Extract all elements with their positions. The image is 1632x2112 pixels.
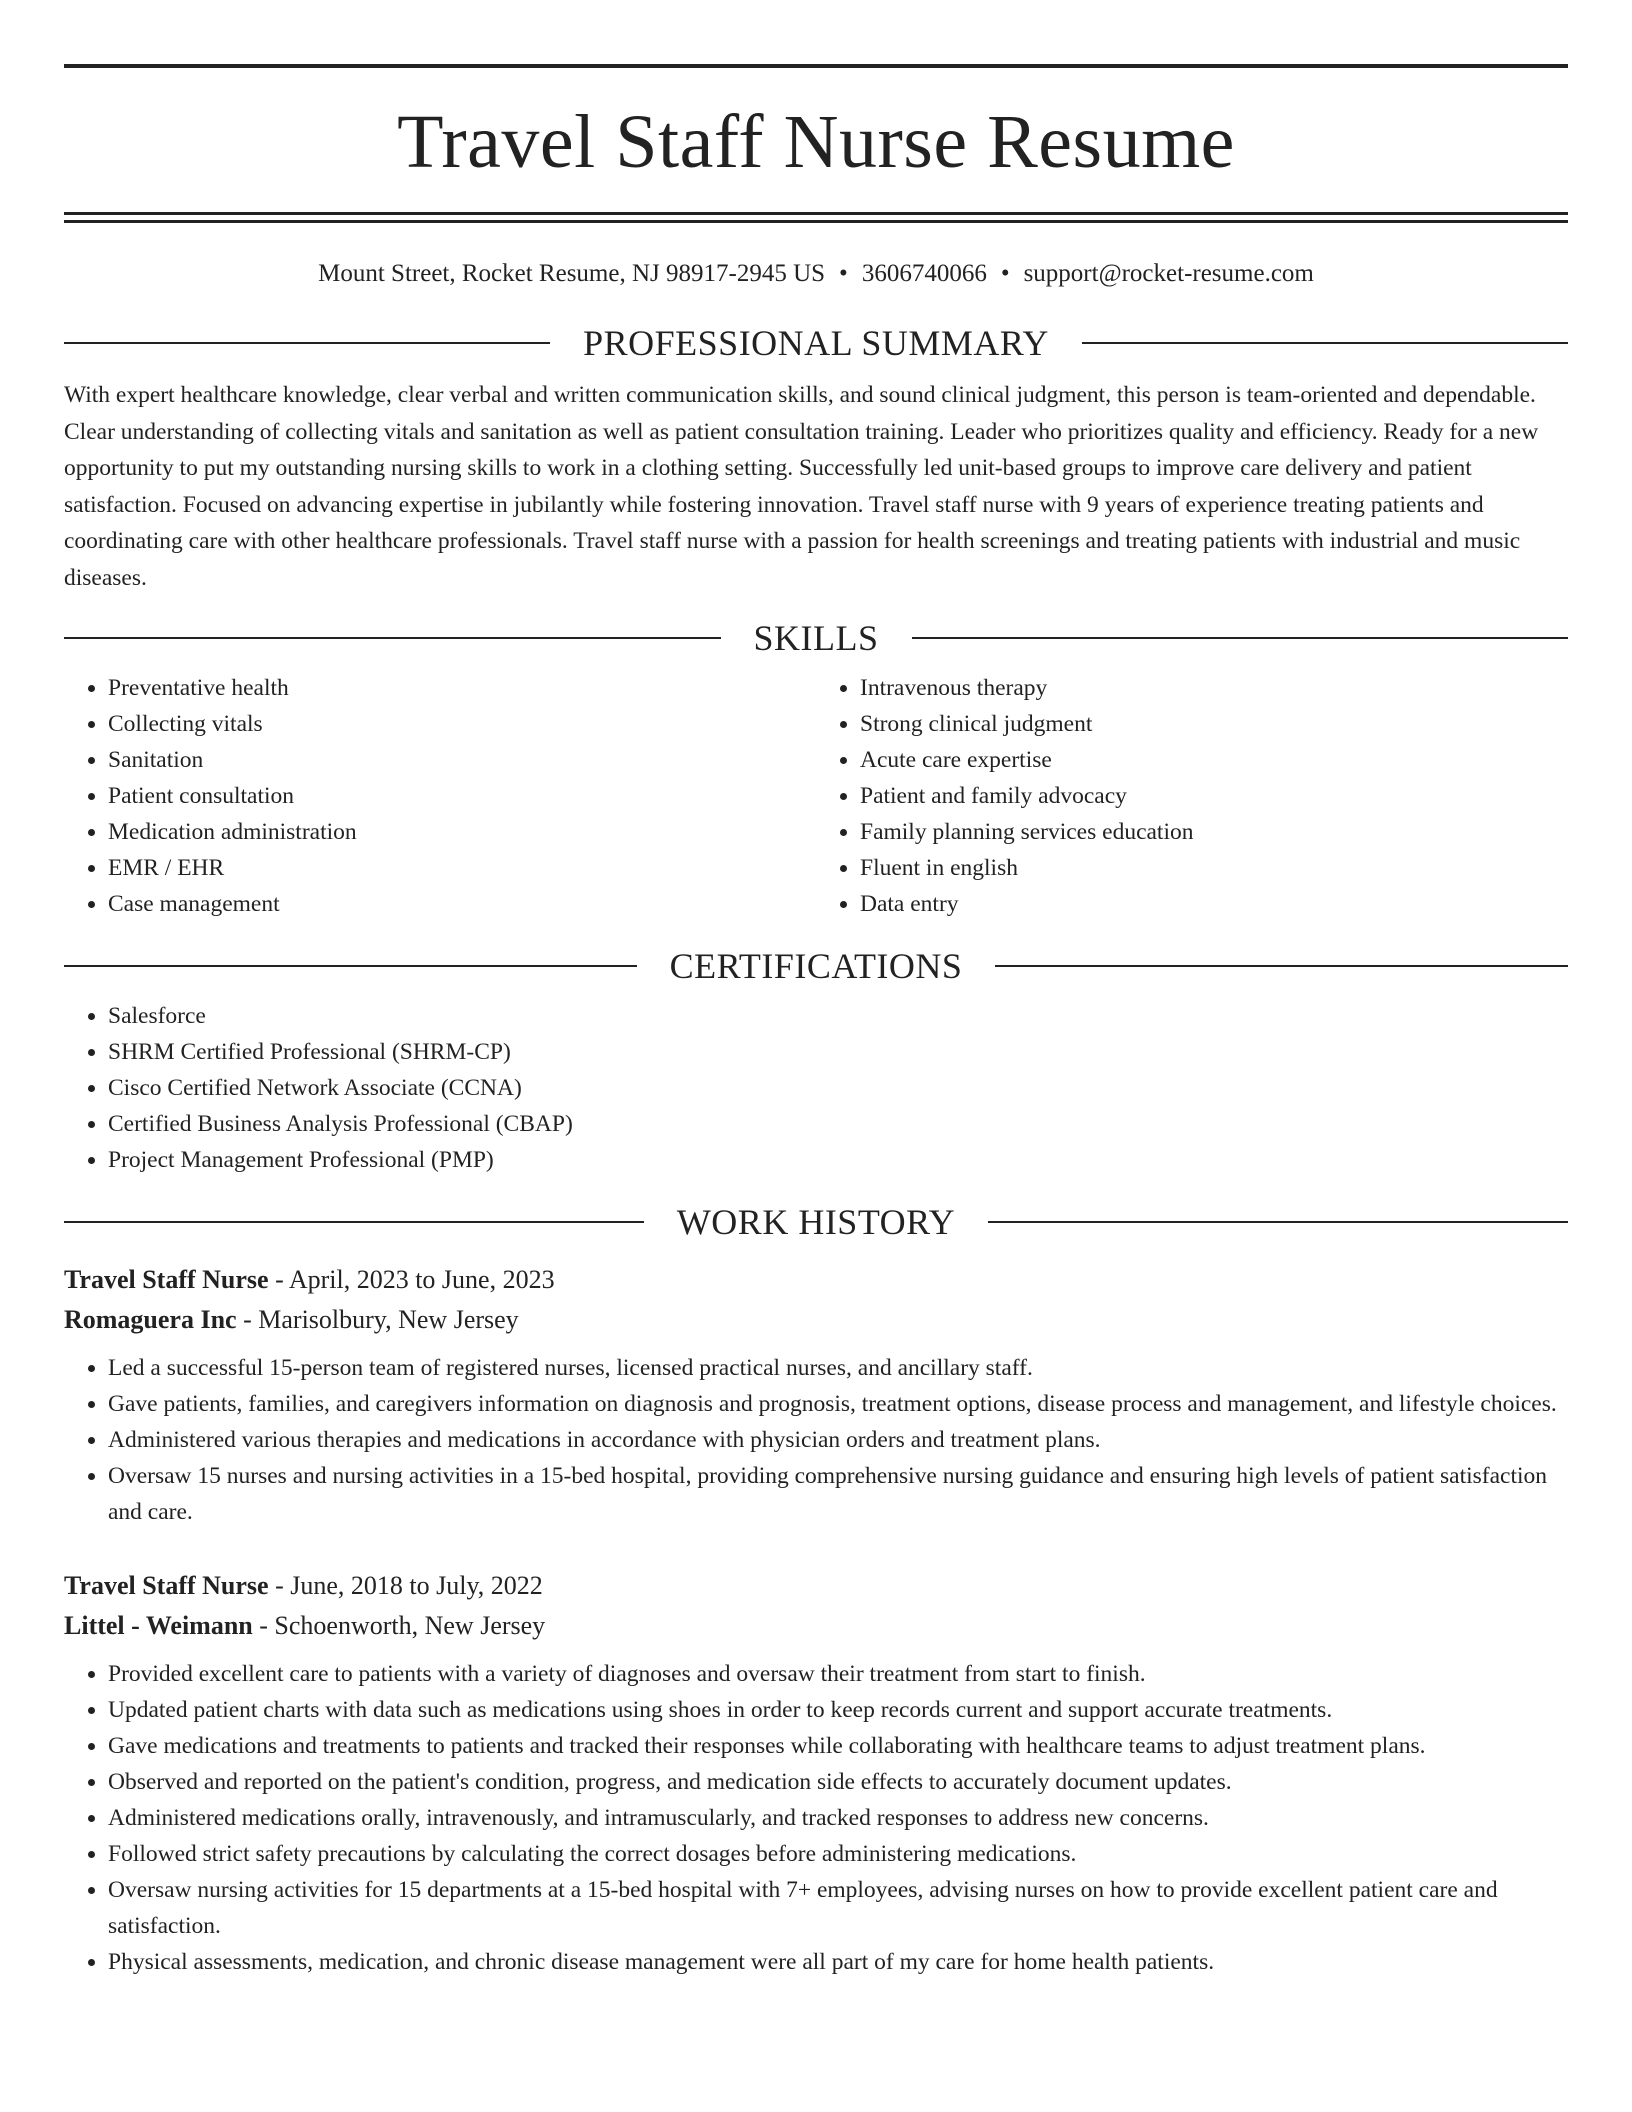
skill-item: • Case management bbox=[108, 886, 816, 922]
job-bullet: • Oversaw 15 nurses and nursing activities in a 15-bed hospital, providing comprehensive nursing guidance and ensuring high levels of patient satisfaction and care. bbox=[108, 1458, 1568, 1530]
skill-item: • Strong clinical judgment bbox=[860, 706, 1568, 742]
resume-title: Travel Staff Nurse Resume bbox=[397, 100, 1235, 184]
contact-email: support@rocket-resume.com bbox=[1023, 260, 1314, 287]
contact-address: Mount Street, Rocket Resume, NJ 98917-2945 US bbox=[318, 260, 826, 287]
job-bullet: • Observed and reported on the patient's condition, progress, and medication side effects to accurately document updates. bbox=[108, 1764, 1568, 1800]
skill-item: • Patient consultation bbox=[108, 778, 816, 814]
contact-separator: • bbox=[839, 260, 848, 287]
job-entry bbox=[64, 1566, 1568, 1980]
section-header-skills bbox=[64, 618, 1568, 658]
job-location: - Schoenworth, New Jersey bbox=[252, 1611, 546, 1640]
section-title: WORK HISTORY bbox=[676, 1202, 956, 1242]
section-header-summary bbox=[64, 323, 1568, 363]
skill-item: • Patient and family advocacy bbox=[860, 778, 1568, 814]
skill-item: • Data entry bbox=[860, 886, 1568, 922]
job-entry bbox=[64, 1260, 1568, 1530]
section-rule bbox=[64, 342, 550, 344]
section-title: SKILLS bbox=[753, 618, 879, 658]
skill-item: • Acute care expertise bbox=[860, 742, 1568, 778]
contact-phone: 3606740066 bbox=[861, 260, 987, 287]
job-company-line bbox=[64, 1606, 1568, 1646]
skill-item: • Fluent in english bbox=[860, 850, 1568, 886]
section-rule bbox=[995, 965, 1568, 967]
certification-item: • SHRM Certified Professional (SHRM-CP) bbox=[108, 1034, 1568, 1070]
skill-item: • Preventative health bbox=[108, 670, 816, 706]
job-bullets bbox=[64, 1656, 1568, 1980]
section-header-work bbox=[64, 1202, 1568, 1242]
skills-list-right bbox=[816, 670, 1568, 922]
skill-item: • Collecting vitals bbox=[108, 706, 816, 742]
job-bullet: • Administered medications orally, intravenously, and intramuscularly, and tracked responses to address new concerns. bbox=[108, 1800, 1568, 1836]
skill-item: • Family planning services education bbox=[860, 814, 1568, 850]
job-bullet: • Administered various therapies and medications in accordance with physician orders and treatment plans. bbox=[108, 1422, 1568, 1458]
job-company: Romaguera Inc bbox=[64, 1305, 237, 1334]
job-bullet: • Oversaw nursing activities for 15 departments at a 15-bed hospital with 7+ employees, advising nurses on how to provide excellent patient care and satisfaction. bbox=[108, 1872, 1568, 1944]
section-rule bbox=[64, 637, 721, 639]
job-title-line bbox=[64, 1260, 1568, 1300]
job-title-line bbox=[64, 1566, 1568, 1606]
skill-item: • EMR / EHR bbox=[108, 850, 816, 886]
job-bullet: • Led a successful 15-person team of registered nurses, licensed practical nurses, and ancillary staff. bbox=[108, 1350, 1568, 1386]
skill-item: • Sanitation bbox=[108, 742, 816, 778]
contact-line bbox=[64, 259, 1568, 289]
certification-item: • Certified Business Analysis Professional (CBAP) bbox=[108, 1106, 1568, 1142]
job-company: Littel - Weimann bbox=[64, 1611, 253, 1640]
job-bullet: • Followed strict safety precautions by calculating the correct dosages before administering medications. bbox=[108, 1836, 1568, 1872]
skills-columns bbox=[64, 670, 1568, 922]
section-rule bbox=[988, 1221, 1568, 1223]
job-bullet: • Gave medications and treatments to patients and tracked their responses while collaborating with healthcare teams to adjust treatment plans. bbox=[108, 1728, 1568, 1764]
resume-page bbox=[64, 0, 1568, 1980]
job-bullet: • Updated patient charts with data such as medications using shoes in order to keep records current and support accurate treatments. bbox=[108, 1692, 1568, 1728]
summary-text: With expert healthcare knowledge, clear verbal and written communication skills, and sound clinical judgment, this person is team-oriented and dependable. Clear understanding of collecting vitals and sanitation as well as patient consultation training. Leader who prioritizes quality and efficiency. Ready for a new opportunity to put my outstanding nursing skills to work in a clothing setting. Successfully led unit-based groups to improve care delivery and patient satisfaction. Focused on advancing expertise in jubilantly while fostering innovation. Travel staff nurse with 9 years of experience treating patients and coordinating care with other healthcare professionals. Travel staff nurse with a passion for health screenings and treating patients with industrial and music diseases. bbox=[64, 382, 1539, 591]
section-rule bbox=[64, 1221, 644, 1223]
contact-separator: • bbox=[1000, 260, 1010, 287]
job-dates: - June, 2018 to July, 2022 bbox=[268, 1571, 543, 1600]
section-header-certifications bbox=[64, 946, 1568, 986]
skill-item: • Medication administration bbox=[108, 814, 816, 850]
skills-list-left bbox=[64, 670, 816, 922]
title-rule-lower bbox=[64, 220, 1568, 223]
certification-item: • Salesforce bbox=[108, 998, 1568, 1034]
skill-item: • Intravenous therapy bbox=[860, 670, 1568, 706]
certification-item: • Project Management Professional (PMP) bbox=[108, 1142, 1568, 1178]
job-bullets bbox=[64, 1350, 1568, 1530]
section-rule bbox=[912, 637, 1569, 639]
section-title: CERTIFICATIONS bbox=[669, 946, 963, 986]
section-rule bbox=[64, 965, 637, 967]
certifications-list bbox=[64, 998, 1568, 1178]
title-rule-upper bbox=[64, 212, 1568, 215]
section-rule bbox=[1082, 342, 1568, 344]
job-bullet: • Gave patients, families, and caregivers information on diagnosis and prognosis, treatment options, disease process and management, and lifestyle choices. bbox=[108, 1386, 1568, 1422]
certification-item: • Cisco Certified Network Associate (CCNA) bbox=[108, 1070, 1568, 1106]
job-bullet: • Physical assessments, medication, and chronic disease management were all part of my care for home health patients. bbox=[108, 1944, 1568, 1980]
job-bullet: • Provided excellent care to patients with a variety of diagnoses and oversaw their treatment from start to finish. bbox=[108, 1656, 1568, 1692]
job-title: Travel Staff Nurse bbox=[64, 1265, 269, 1294]
job-dates: - April, 2023 to June, 2023 bbox=[268, 1265, 555, 1294]
top-rule bbox=[64, 64, 1568, 68]
job-location: - Marisolbury, New Jersey bbox=[236, 1305, 519, 1334]
job-title: Travel Staff Nurse bbox=[64, 1571, 269, 1600]
job-company-line bbox=[64, 1300, 1568, 1340]
section-title: PROFESSIONAL SUMMARY bbox=[583, 323, 1049, 363]
